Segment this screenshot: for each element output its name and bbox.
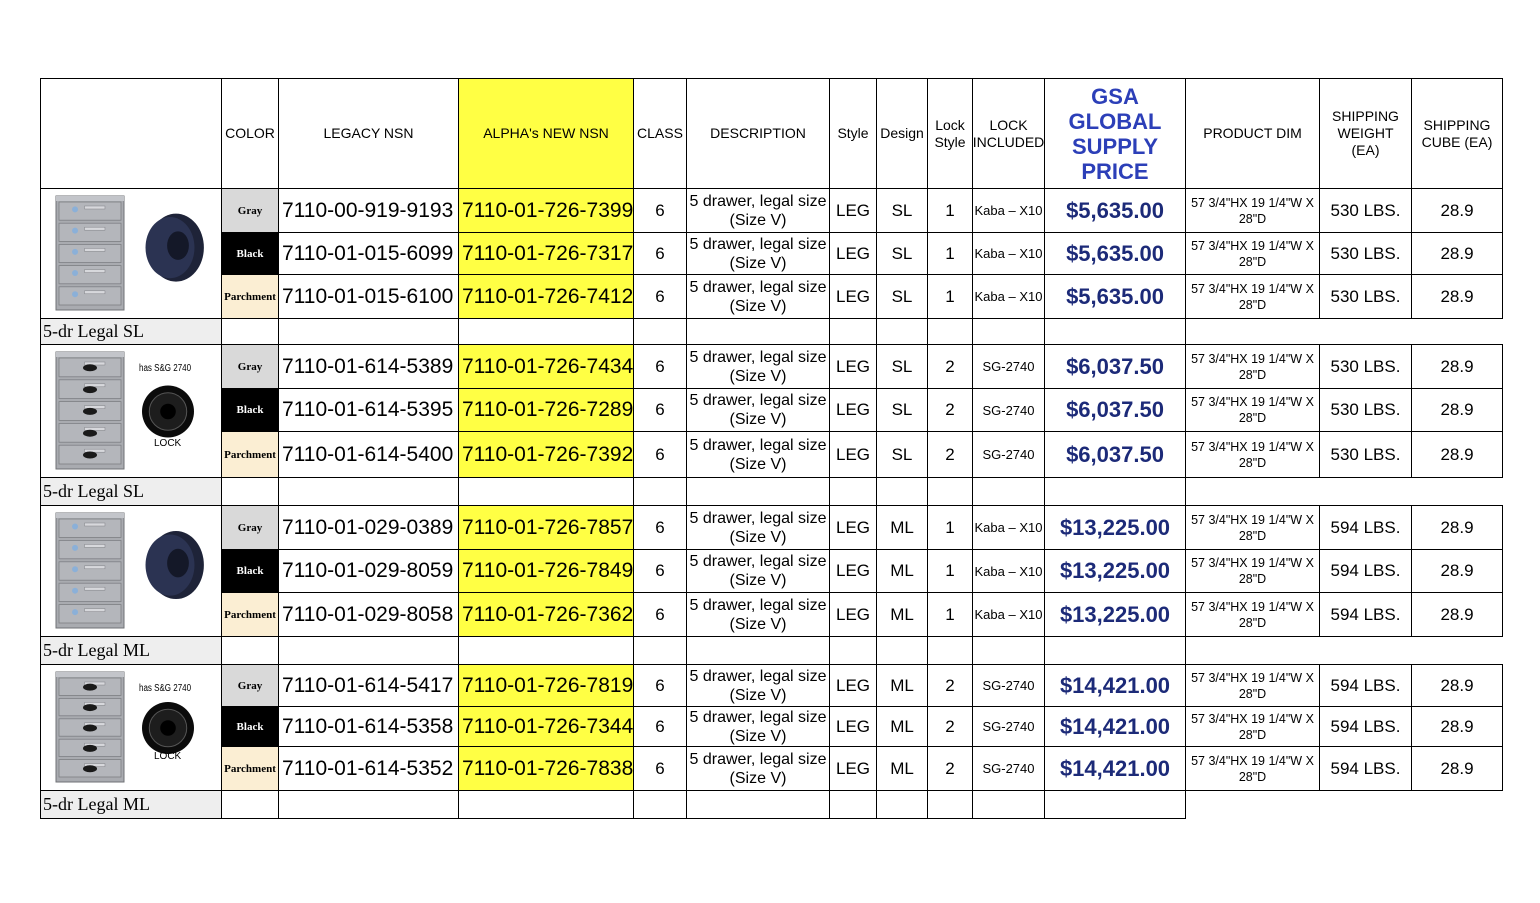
lock-style-value: 2 (927, 746, 973, 791)
group-label: 5-dr Legal SL (40, 318, 222, 345)
empty-cell (686, 790, 830, 819)
description: 5 drawer, legal size (Size V) (686, 706, 830, 747)
empty-cell (927, 636, 973, 665)
color-swatch: Parchment (221, 592, 279, 637)
description: 5 drawer, legal size (Size V) (686, 746, 830, 791)
lock-included: Kaba – X10 (972, 274, 1045, 319)
style-value: LEG (829, 664, 877, 707)
design-value: ML (876, 664, 928, 707)
shipping-cube: 28.9 (1411, 388, 1503, 432)
header-shipping-cube: SHIPPING CUBE (EA) (1411, 78, 1503, 189)
alpha-nsn: 7110-01-726-7838 (458, 746, 634, 791)
header-design: Design (876, 78, 928, 189)
lock-included: SG-2740 (972, 706, 1045, 747)
product-image-cell (40, 664, 222, 791)
design-value: SL (876, 388, 928, 432)
lock-style-value: 1 (927, 232, 973, 275)
description: 5 drawer, legal size (Size V) (686, 188, 830, 233)
lock-caption: has S&G 2740 (139, 683, 192, 694)
shipping-weight: 594 LBS. (1319, 549, 1412, 593)
shipping-weight: 594 LBS. (1319, 505, 1412, 550)
description: 5 drawer, legal size (Size V) (686, 549, 830, 593)
description: 5 drawer, legal size (Size V) (686, 505, 830, 550)
header-product-dim: PRODUCT DIM (1185, 78, 1320, 189)
empty-cell (829, 790, 877, 819)
lock-style-value: 2 (927, 706, 973, 747)
class-value: 6 (633, 505, 687, 550)
filing-cabinet-with-dial-lock-icon (42, 190, 221, 318)
empty-cell (633, 477, 687, 506)
product-image-cell (40, 344, 222, 478)
empty-cell (458, 477, 634, 506)
alpha-nsn: 7110-01-726-7317 (458, 232, 634, 275)
empty-cell (278, 477, 459, 506)
empty-cell (278, 318, 459, 345)
alpha-nsn: 7110-01-726-7392 (458, 431, 634, 478)
header-legacy-nsn: LEGACY NSN (278, 78, 459, 189)
shipping-weight: 594 LBS. (1319, 746, 1412, 791)
description: 5 drawer, legal size (Size V) (686, 274, 830, 319)
style-value: LEG (829, 549, 877, 593)
lock-included: SG-2740 (972, 746, 1045, 791)
header-lock-included: LOCK INCLUDED (972, 78, 1045, 189)
empty-cell (1044, 477, 1186, 506)
product-dim: 57 3/4"HX 19 1/4"W X 28"D (1185, 344, 1320, 389)
legacy-nsn: 7110-01-614-5395 (278, 388, 459, 432)
style-value: LEG (829, 188, 877, 233)
empty-cell (686, 636, 830, 665)
shipping-cube: 28.9 (1411, 505, 1503, 550)
shipping-weight: 530 LBS. (1319, 232, 1412, 275)
gsa-price: $14,421.00 (1044, 664, 1186, 707)
shipping-cube: 28.9 (1411, 232, 1503, 275)
lock-included: Kaba – X10 (972, 505, 1045, 550)
gsa-price: $6,037.50 (1044, 431, 1186, 478)
empty-cell (458, 318, 634, 345)
lock-included: Kaba – X10 (972, 188, 1045, 233)
shipping-weight: 594 LBS. (1319, 592, 1412, 637)
lock-label: LOCK (154, 438, 182, 449)
empty-cell (221, 790, 279, 819)
legacy-nsn: 7110-01-614-5417 (278, 664, 459, 707)
group-label: 5-dr Legal ML (40, 636, 222, 665)
lock-included: Kaba – X10 (972, 232, 1045, 275)
empty-cell (633, 318, 687, 345)
empty-cell (278, 636, 459, 665)
design-value: SL (876, 274, 928, 319)
product-dim: 57 3/4"HX 19 1/4"W X 28"D (1185, 592, 1320, 637)
product-image-cell (40, 188, 222, 319)
gsa-price: $13,225.00 (1044, 592, 1186, 637)
empty-cell (829, 636, 877, 665)
color-swatch: Black (221, 706, 279, 747)
design-value: SL (876, 344, 928, 389)
header-color: COLOR (221, 78, 279, 189)
empty-cell (1044, 790, 1186, 819)
lock-style-value: 2 (927, 664, 973, 707)
class-value: 6 (633, 431, 687, 478)
empty-cell (876, 477, 928, 506)
color-swatch: Black (221, 549, 279, 593)
empty-cell (633, 790, 687, 819)
legacy-nsn: 7110-01-029-0389 (278, 505, 459, 550)
design-value: ML (876, 505, 928, 550)
alpha-nsn: 7110-01-726-7412 (458, 274, 634, 319)
gsa-price: $5,635.00 (1044, 188, 1186, 233)
empty-cell (927, 318, 973, 345)
filing-cabinet-with-dial-lock-icon (42, 507, 221, 636)
empty-cell (278, 790, 459, 819)
class-value: 6 (633, 344, 687, 389)
shipping-cube: 28.9 (1411, 188, 1503, 233)
shipping-weight: 530 LBS. (1319, 344, 1412, 389)
lock-style-value: 1 (927, 592, 973, 637)
gsa-price: $13,225.00 (1044, 549, 1186, 593)
empty-cell (221, 318, 279, 345)
shipping-cube: 28.9 (1411, 344, 1503, 389)
legacy-nsn: 7110-01-614-5358 (278, 706, 459, 747)
alpha-nsn: 7110-01-726-7819 (458, 664, 634, 707)
description: 5 drawer, legal size (Size V) (686, 344, 830, 389)
alpha-nsn: 7110-01-726-7849 (458, 549, 634, 593)
design-value: ML (876, 746, 928, 791)
style-value: LEG (829, 592, 877, 637)
style-value: LEG (829, 706, 877, 747)
group-label: 5-dr Legal SL (40, 477, 222, 506)
product-dim: 57 3/4"HX 19 1/4"W X 28"D (1185, 388, 1320, 432)
description: 5 drawer, legal size (Size V) (686, 388, 830, 432)
product-dim: 57 3/4"HX 19 1/4"W X 28"D (1185, 706, 1320, 747)
alpha-nsn: 7110-01-726-7362 (458, 592, 634, 637)
legacy-nsn: 7110-01-029-8058 (278, 592, 459, 637)
empty-cell (829, 477, 877, 506)
filing-cabinet-with-sg-lock-icon (42, 346, 221, 477)
class-value: 6 (633, 706, 687, 747)
legacy-nsn: 7110-01-614-5400 (278, 431, 459, 478)
shipping-weight: 530 LBS. (1319, 274, 1412, 319)
color-swatch: Gray (221, 664, 279, 707)
product-dim: 57 3/4"HX 19 1/4"W X 28"D (1185, 431, 1320, 478)
empty-cell (972, 790, 1045, 819)
lock-included: SG-2740 (972, 388, 1045, 432)
style-value: LEG (829, 746, 877, 791)
product-dim: 57 3/4"HX 19 1/4"W X 28"D (1185, 664, 1320, 707)
color-swatch: Gray (221, 188, 279, 233)
empty-cell (876, 790, 928, 819)
class-value: 6 (633, 592, 687, 637)
empty-cell (458, 636, 634, 665)
product-image-cell (40, 505, 222, 637)
header-description: DESCRIPTION (686, 78, 830, 189)
empty-cell (927, 477, 973, 506)
empty-cell (458, 790, 634, 819)
empty-cell (972, 318, 1045, 345)
empty-cell (1044, 636, 1186, 665)
shipping-cube: 28.9 (1411, 274, 1503, 319)
style-value: LEG (829, 274, 877, 319)
shipping-cube: 28.9 (1411, 549, 1503, 593)
shipping-weight: 530 LBS. (1319, 431, 1412, 478)
description: 5 drawer, legal size (Size V) (686, 664, 830, 707)
style-value: LEG (829, 431, 877, 478)
alpha-nsn: 7110-01-726-7399 (458, 188, 634, 233)
gsa-price: $5,635.00 (1044, 274, 1186, 319)
header-lock-style: Lock Style (927, 78, 973, 189)
alpha-nsn: 7110-01-726-7344 (458, 706, 634, 747)
shipping-weight: 594 LBS. (1319, 664, 1412, 707)
design-value: ML (876, 706, 928, 747)
color-swatch: Black (221, 232, 279, 275)
legacy-nsn: 7110-01-029-8059 (278, 549, 459, 593)
class-value: 6 (633, 274, 687, 319)
shipping-cube: 28.9 (1411, 431, 1503, 478)
lock-style-value: 1 (927, 505, 973, 550)
lock-style-value: 2 (927, 344, 973, 389)
color-swatch: Black (221, 388, 279, 432)
header-shipping-weight: SHIPPING WEIGHT (EA) (1319, 78, 1412, 189)
lock-included: Kaba – X10 (972, 549, 1045, 593)
empty-cell (633, 636, 687, 665)
shipping-cube: 28.9 (1411, 746, 1503, 791)
legacy-nsn: 7110-01-614-5389 (278, 344, 459, 389)
lock-style-value: 1 (927, 549, 973, 593)
design-value: ML (876, 592, 928, 637)
alpha-nsn: 7110-01-726-7434 (458, 344, 634, 389)
lock-included: Kaba – X10 (972, 592, 1045, 637)
alpha-nsn: 7110-01-726-7289 (458, 388, 634, 432)
class-value: 6 (633, 549, 687, 593)
class-value: 6 (633, 388, 687, 432)
shipping-cube: 28.9 (1411, 664, 1503, 707)
lock-style-value: 1 (927, 188, 973, 233)
empty-cell (221, 636, 279, 665)
style-value: LEG (829, 505, 877, 550)
gsa-price: $14,421.00 (1044, 706, 1186, 747)
lock-included: SG-2740 (972, 344, 1045, 389)
color-swatch: Gray (221, 505, 279, 550)
shipping-weight: 594 LBS. (1319, 706, 1412, 747)
empty-cell (686, 477, 830, 506)
gsa-price: $5,635.00 (1044, 232, 1186, 275)
empty-cell (972, 636, 1045, 665)
class-value: 6 (633, 188, 687, 233)
empty-cell (972, 477, 1045, 506)
product-dim: 57 3/4"HX 19 1/4"W X 28"D (1185, 232, 1320, 275)
shipping-weight: 530 LBS. (1319, 388, 1412, 432)
color-swatch: Parchment (221, 746, 279, 791)
description: 5 drawer, legal size (Size V) (686, 431, 830, 478)
color-swatch: Parchment (221, 431, 279, 478)
shipping-cube: 28.9 (1411, 706, 1503, 747)
class-value: 6 (633, 664, 687, 707)
gsa-price: $6,037.50 (1044, 344, 1186, 389)
description: 5 drawer, legal size (Size V) (686, 592, 830, 637)
color-swatch: Parchment (221, 274, 279, 319)
lock-included: SG-2740 (972, 431, 1045, 478)
gsa-price: $13,225.00 (1044, 505, 1186, 550)
class-value: 6 (633, 746, 687, 791)
shipping-weight: 530 LBS. (1319, 188, 1412, 233)
style-value: LEG (829, 344, 877, 389)
description: 5 drawer, legal size (Size V) (686, 232, 830, 275)
alpha-nsn: 7110-01-726-7857 (458, 505, 634, 550)
empty-cell (1044, 318, 1186, 345)
empty-cell (829, 318, 877, 345)
product-dim: 57 3/4"HX 19 1/4"W X 28"D (1185, 188, 1320, 233)
shipping-cube: 28.9 (1411, 592, 1503, 637)
header-gsa-price: GSA GLOBAL SUPPLY PRICE (1044, 78, 1186, 189)
design-value: SL (876, 431, 928, 478)
color-swatch: Gray (221, 344, 279, 389)
style-value: LEG (829, 388, 877, 432)
legacy-nsn: 7110-01-015-6100 (278, 274, 459, 319)
lock-label: LOCK (154, 751, 182, 762)
legacy-nsn: 7110-00-919-9193 (278, 188, 459, 233)
empty-cell (686, 318, 830, 345)
class-value: 6 (633, 232, 687, 275)
empty-cell (876, 318, 928, 345)
filing-cabinet-with-sg-lock-icon (42, 666, 221, 790)
lock-style-value: 1 (927, 274, 973, 319)
design-value: ML (876, 549, 928, 593)
header-alpha-nsn: ALPHA's NEW NSN (458, 78, 634, 189)
product-dim: 57 3/4"HX 19 1/4"W X 28"D (1185, 549, 1320, 593)
lock-caption: has S&G 2740 (139, 363, 192, 374)
empty-cell (876, 636, 928, 665)
group-label: 5-dr Legal ML (40, 790, 222, 819)
legacy-nsn: 7110-01-614-5352 (278, 746, 459, 791)
empty-cell (927, 790, 973, 819)
gsa-price: $14,421.00 (1044, 746, 1186, 791)
product-dim: 57 3/4"HX 19 1/4"W X 28"D (1185, 274, 1320, 319)
product-dim: 57 3/4"HX 19 1/4"W X 28"D (1185, 505, 1320, 550)
header-class: CLASS (633, 78, 687, 189)
style-value: LEG (829, 232, 877, 275)
empty-cell (221, 477, 279, 506)
gsa-price: $6,037.50 (1044, 388, 1186, 432)
header-style: Style (829, 78, 877, 189)
design-value: SL (876, 188, 928, 233)
header-image-cell (40, 78, 222, 189)
design-value: SL (876, 232, 928, 275)
lock-included: SG-2740 (972, 664, 1045, 707)
product-dim: 57 3/4"HX 19 1/4"W X 28"D (1185, 746, 1320, 791)
legacy-nsn: 7110-01-015-6099 (278, 232, 459, 275)
lock-style-value: 2 (927, 388, 973, 432)
lock-style-value: 2 (927, 431, 973, 478)
